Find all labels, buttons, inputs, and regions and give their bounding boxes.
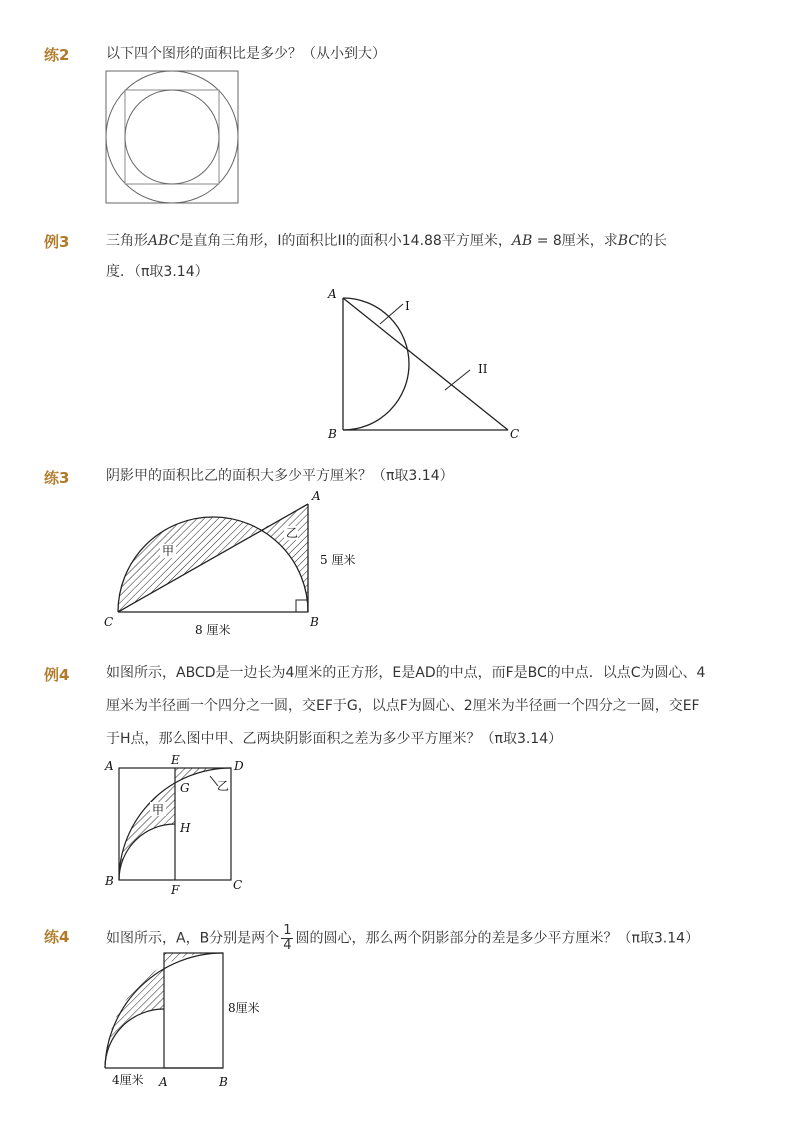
label-yi: 乙 <box>217 779 230 793</box>
label-f: F <box>171 883 180 897</box>
figure-triangle-semicircle <box>325 287 525 441</box>
label-b: B <box>105 874 114 888</box>
problem-text-li4-line1: 如图所示，ABCD是一边长为4厘米的正方形，E是AD的中点，而F是BC的中点．以点C为圆心、4 <box>106 665 706 681</box>
problem-tag-lian3: 练3 <box>44 469 70 487</box>
problem-tag-lian4: 练4 <box>44 928 70 946</box>
label-bottom-length: 8 厘米 <box>195 623 231 637</box>
problem-text-li4-line2: 厘米为半径画一个四分之一圆，交EF于G，以点F为圆心、2厘米为半径画一个四分之一圆，交EF <box>106 698 700 714</box>
label-c: C <box>233 878 243 892</box>
figure-circles-squares <box>105 70 245 210</box>
label-a: A <box>105 759 114 773</box>
label-yi: 乙 <box>286 526 299 540</box>
problem-text-lian2: 以下四个图形的面积比是多少？（从小到大） <box>106 46 386 62</box>
problem-text-li4-line3: 于H点，那么图中甲、乙两块阴影面积之差为多少平方厘米？（π取3.14） <box>106 731 563 747</box>
label-b: B <box>310 615 319 629</box>
problem-tag-li3: 例3 <box>44 233 70 251</box>
label-d: D <box>234 759 244 773</box>
label-a: A <box>312 489 321 503</box>
label-side-length: 5 厘米 <box>320 553 356 567</box>
problem-tag-lian2: 练2 <box>44 46 70 64</box>
label-region-ii: II <box>478 362 488 376</box>
problem-tag-li4: 例4 <box>44 666 70 684</box>
label-region-i: I <box>405 299 410 313</box>
figure-two-quarter-circles <box>100 948 280 1093</box>
label-c: C <box>510 427 520 441</box>
label-bottom-length: 4厘米 <box>112 1073 144 1087</box>
figure-square-quarter-circles <box>100 753 250 897</box>
label-h: H <box>180 821 191 835</box>
label-a: A <box>159 1075 168 1089</box>
label-right-length: 8厘米 <box>228 1001 260 1015</box>
label-jia: 甲 <box>162 544 175 558</box>
label-e: E <box>171 753 180 767</box>
problem-text-li3-line1: 三角形ABC是直角三角形，I的面积比II的面积小14.88平方厘米，AB = 8厘米，求BC的长 <box>106 233 668 249</box>
label-a: A <box>328 287 337 301</box>
problem-text-li3-line2: 度．（π取3.14） <box>106 264 209 280</box>
figure-semicircle-triangle <box>100 488 370 638</box>
problem-text-lian4: 如图所示，A，B分别是两个 $\frac{1}{4}$ 圆的圆心，那么两个阴影部分的差是多少平方厘米？（π取3.14） <box>106 923 700 953</box>
label-b: B <box>219 1075 228 1089</box>
label-b: B <box>328 427 337 441</box>
fraction-one-quarter: $\frac{1}{4}$ <box>283 923 292 953</box>
label-jia: 甲 <box>152 803 165 817</box>
problem-text-lian3: 阴影甲的面积比乙的面积大多少平方厘米？（π取3.14） <box>106 468 454 484</box>
label-g: G <box>180 781 190 795</box>
label-c: C <box>104 615 114 629</box>
